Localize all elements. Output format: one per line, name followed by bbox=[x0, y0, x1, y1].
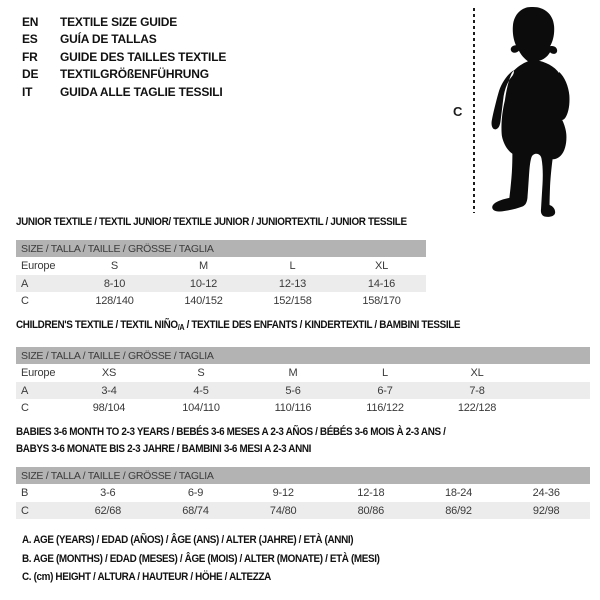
height-measure-label: C bbox=[453, 104, 463, 119]
language-code: EN bbox=[22, 14, 39, 29]
age-cell: 3-4 bbox=[101, 384, 117, 397]
legend-footnotes bbox=[22, 531, 419, 587]
junior-table-title: JUNIOR TEXTILE / TEXTIL JUNIOR/ TEXTILE JUNIOR / JUNIORTEXTIL / JUNIOR TESSILE bbox=[16, 216, 407, 228]
guide-title-en: TEXTILE SIZE GUIDE bbox=[60, 14, 178, 29]
row-label: Europe bbox=[21, 260, 56, 272]
row-label: B bbox=[21, 487, 29, 499]
row-label: A bbox=[21, 384, 29, 397]
junior-size-table bbox=[16, 240, 426, 309]
height-cell: 86/92 bbox=[445, 504, 472, 517]
table-row-height bbox=[16, 399, 590, 416]
guide-title-es: GUÍA DE TALLAS bbox=[60, 32, 157, 47]
age-cell: 10-12 bbox=[189, 277, 218, 290]
height-cell: 116/122 bbox=[366, 401, 404, 414]
language-code: IT bbox=[22, 84, 33, 99]
size-cell: S bbox=[110, 260, 119, 272]
size-cell: XL bbox=[374, 260, 389, 272]
age-cell: 6-7 bbox=[377, 384, 393, 397]
row-label: C bbox=[21, 504, 29, 517]
table-row-height bbox=[16, 292, 426, 309]
language-code: FR bbox=[22, 49, 38, 64]
babies-table-title bbox=[16, 424, 446, 458]
age-cell: 6-9 bbox=[187, 487, 204, 499]
height-cell: 62/68 bbox=[94, 504, 122, 517]
age-cell: 8-10 bbox=[103, 277, 126, 290]
row-label: A bbox=[21, 277, 29, 290]
toddler-silhouette-icon bbox=[483, 4, 589, 217]
guide-title-it: GUIDA ALLE TAGLIE TESSILI bbox=[60, 84, 223, 99]
size-header-bar: SIZE / TALLA / TAILLE / GRÖSSE / TAGLIA bbox=[16, 467, 590, 484]
age-cell: 14-16 bbox=[367, 277, 396, 290]
age-cell: 24-36 bbox=[532, 487, 560, 499]
height-cell: 152/158 bbox=[273, 294, 312, 307]
size-header-bar: SIZE / TALLA / TAILLE / GRÖSSE / TAGLIA bbox=[16, 240, 426, 257]
height-cell: 128/140 bbox=[95, 294, 134, 307]
footnote-age-months: B. AGE (MONTHS) / EDAD (MESES) / ÂGE (MOIS) / ALTER (MONATE) / ETÀ (MESI) bbox=[22, 552, 380, 565]
language-row-it bbox=[22, 83, 226, 101]
table-row-age bbox=[16, 275, 426, 292]
size-cell: XL bbox=[470, 367, 484, 379]
age-cell: 18-24 bbox=[444, 487, 473, 499]
language-title-list bbox=[22, 13, 226, 101]
age-cell: 12-18 bbox=[357, 487, 385, 499]
size-header-bar: SIZE / TALLA / TAILLE / GRÖSSE / TAGLIA bbox=[16, 347, 590, 364]
title-line-2: BABYS 3-6 MONATE BIS 2-3 JAHRE / BAMBINI 3-6 MESI A 2-3 ANNI bbox=[16, 443, 312, 455]
childrens-table-title bbox=[16, 319, 460, 332]
title-subscript: /A bbox=[177, 323, 185, 332]
title-text: / TEXTILE DES ENFANTS / KINDERTEXTIL / BAMBINI TESSILE bbox=[184, 319, 461, 331]
babies-size-table bbox=[16, 467, 590, 519]
height-measure-figure bbox=[450, 4, 595, 229]
language-code: DE bbox=[22, 67, 39, 82]
language-code: ES bbox=[22, 32, 38, 47]
table-row-height bbox=[16, 502, 590, 519]
table-row-age-months bbox=[16, 484, 590, 502]
height-cell: 68/74 bbox=[182, 504, 209, 517]
size-cell: XS bbox=[101, 367, 117, 379]
table-row-age bbox=[16, 382, 590, 399]
size-cell: M bbox=[199, 260, 208, 272]
guide-title-fr: GUIDE DES TAILLES TEXTILE bbox=[60, 49, 227, 64]
age-cell: 7-8 bbox=[469, 384, 485, 397]
table-row-europe bbox=[16, 364, 590, 382]
height-cell: 92/98 bbox=[532, 504, 560, 517]
title-text: CHILDREN'S TEXTILE / TEXTIL NIÑO bbox=[16, 319, 178, 331]
guide-title-de: TEXTILGRÖßENFÜHRUNG bbox=[60, 67, 209, 82]
row-label: Europe bbox=[21, 367, 56, 379]
size-cell: L bbox=[289, 260, 296, 272]
height-cell: 140/152 bbox=[184, 294, 223, 307]
size-cell: L bbox=[382, 367, 388, 379]
row-label: C bbox=[21, 401, 29, 414]
height-cell: 104/110 bbox=[182, 401, 220, 414]
childrens-size-table bbox=[16, 347, 590, 416]
footnote-height-cm: C. (cm) HEIGHT / ALTURA / HAUTEUR / HÖHE / ALTEZZA bbox=[22, 571, 271, 583]
height-cell: 158/170 bbox=[362, 294, 401, 307]
footnote-age-years: A. AGE (YEARS) / EDAD (AÑOS) / ÂGE (ANS) / ALTER (JAHRE) / ETÀ (ANNI) bbox=[22, 534, 354, 546]
size-cell: S bbox=[197, 367, 205, 379]
age-cell: 9-12 bbox=[272, 487, 294, 499]
language-row-en bbox=[22, 13, 226, 31]
row-label: C bbox=[21, 294, 29, 307]
language-row-es bbox=[22, 31, 226, 49]
age-cell: 12-13 bbox=[278, 277, 307, 290]
height-cell: 98/104 bbox=[92, 401, 126, 414]
language-row-fr bbox=[22, 48, 226, 66]
height-cell: 122/128 bbox=[457, 401, 497, 414]
height-cell: 74/80 bbox=[269, 504, 297, 517]
title-line-1: BABIES 3-6 MONTH TO 2-3 YEARS / BEBÉS 3-6 MESES A 2-3 AÑOS / BÉBÉS 3-6 MOIS À 2-3 ANS / bbox=[16, 426, 446, 438]
height-cell: 110/116 bbox=[274, 401, 312, 414]
size-cell: M bbox=[288, 367, 298, 379]
height-dashed-line bbox=[473, 8, 475, 213]
age-cell: 3-6 bbox=[100, 487, 116, 499]
age-cell: 4-5 bbox=[193, 384, 209, 397]
age-cell: 5-6 bbox=[285, 384, 301, 397]
table-row-europe bbox=[16, 257, 426, 275]
language-row-de bbox=[22, 66, 226, 84]
height-cell: 80/86 bbox=[357, 504, 385, 517]
